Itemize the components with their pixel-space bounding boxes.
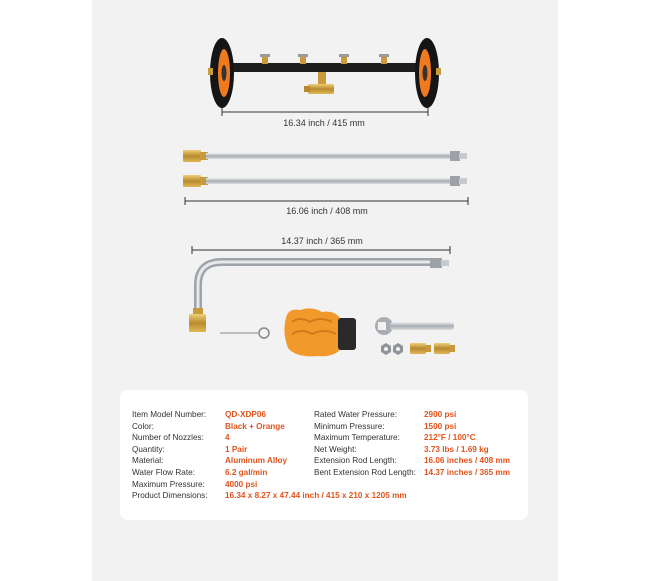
spray-nozzle xyxy=(339,54,349,64)
spec-value: 14.37 inches / 365 mm xyxy=(424,467,511,477)
nozzle-cleaning-needle xyxy=(220,328,269,338)
spec-label: Rated Water Pressure: xyxy=(314,410,397,419)
extension-rod xyxy=(183,175,467,187)
spec-value: 4000 psi xyxy=(225,479,258,489)
extension-rod-dimension-label: 16.06 inch / 408 mm xyxy=(286,206,368,216)
spray-nozzle xyxy=(379,54,389,64)
spec-label: Minimum Pressure: xyxy=(314,421,385,431)
spec-label: Bent Extension Rod Length: xyxy=(314,467,416,477)
spec-label: Extension Rod Length: xyxy=(314,456,397,466)
spec-row xyxy=(314,467,510,479)
spec-label: Item Model Number: xyxy=(132,410,207,419)
spec-label: Product Dimensions: xyxy=(132,491,208,501)
wheel-right xyxy=(415,38,439,108)
spec-value: 3.73 lbs / 1.69 kg xyxy=(424,444,489,454)
spec-row xyxy=(314,409,510,421)
spec-value: QD-XDP06 xyxy=(225,410,266,419)
spec-label: Maximum Pressure: xyxy=(132,479,205,489)
spec-value: 2900 psi xyxy=(424,410,457,419)
undercarriage-dimension-label: 16.34 inch / 415 mm xyxy=(283,118,365,128)
spec-value: 4 xyxy=(225,433,230,443)
dimension-line-extension-rod xyxy=(185,197,468,205)
spec-row xyxy=(314,444,510,456)
spec-row xyxy=(314,455,510,467)
dimension-line-bent-rod xyxy=(192,246,450,254)
spec-row xyxy=(314,421,510,433)
hex-nut xyxy=(381,343,391,355)
spec-label: Water Flow Rate: xyxy=(132,467,195,477)
spec-label: Maximum Temperature: xyxy=(314,433,400,443)
spray-nozzle xyxy=(260,54,270,64)
undercarriage-cleaner xyxy=(208,38,441,108)
specs-right-column xyxy=(314,409,510,479)
spec-row xyxy=(132,479,407,491)
spec-label: Number of Nozzles: xyxy=(132,433,204,443)
spec-value: 1 Pair xyxy=(225,444,248,454)
spec-row xyxy=(314,432,510,444)
spec-label: Color: xyxy=(132,421,154,431)
spec-row xyxy=(132,490,407,502)
spec-value: 16.34 x 8.27 x 47.44 inch / 415 x 210 x 1205 mm xyxy=(225,491,407,501)
spec-label: Quantity: xyxy=(132,444,165,454)
spec-value: Aluminum Alloy xyxy=(225,456,288,466)
wrench xyxy=(375,317,454,335)
brass-fitting xyxy=(434,343,455,354)
brass-fitting xyxy=(410,343,431,354)
bent-rod-dimension-label: 14.37 inch / 365 mm xyxy=(281,236,363,246)
spec-value: Black + Orange xyxy=(225,421,285,431)
spec-value: 212°F / 100°C xyxy=(424,433,476,443)
spray-nozzle xyxy=(298,54,308,64)
spec-label: Material: xyxy=(132,456,164,466)
extension-rod xyxy=(183,150,467,162)
spec-label: Net Weight: xyxy=(314,444,357,454)
wheel-left xyxy=(210,38,234,108)
spec-value: 1500 psi xyxy=(424,421,457,431)
dimension-line-undercarriage xyxy=(222,108,428,116)
chenille-wash-mitt xyxy=(284,308,356,356)
brass-swivel-connector xyxy=(304,72,334,94)
spec-value: 6.2 gal/min xyxy=(225,467,268,477)
spec-value: 16.06 inches / 408 mm xyxy=(424,456,511,466)
hex-nut xyxy=(393,343,403,355)
